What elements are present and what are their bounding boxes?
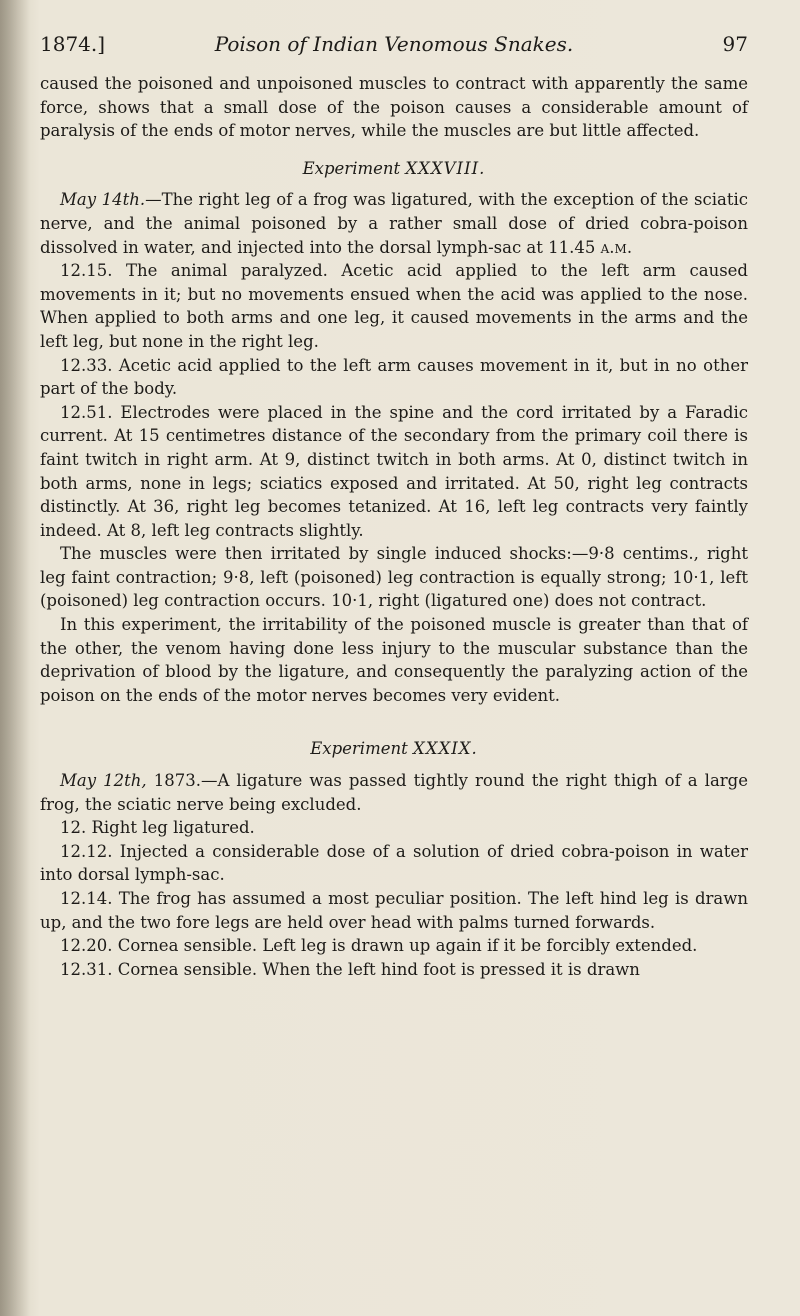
experiment-38-entry-1233: 12.33. Acetic acid applied to the left arm causes movement in it, but in no other part of the body. [40, 355, 748, 399]
experiment-38-heading-number: XXXVIII. [405, 158, 486, 178]
experiment-39-heading [40, 737, 748, 761]
experiment-39-heading-number: XXXIX. [413, 739, 478, 759]
experiment-38-conclusion: In this experiment, the irritability of the poisoned muscle is greater than that of the other, the venom having done less injury to the muscular substance than the deprivation of blood by the ligature, and consequently the paralyzing action of the poison on the ends of the motor nerves becomes very evident. [40, 615, 748, 705]
page-number: 97 [722, 32, 748, 56]
running-head-year: 1874.] [40, 32, 106, 56]
binding-shadow [0, 0, 30, 1316]
experiment-38-entry-1215: 12.15. The animal paralyzed. Acetic acid applied to the left arm caused movements in it; but no movements ensued when the acid was applied to the nose. When applied to both arms and one leg, it caused movements in the arms and the left leg, but none in the right leg. [40, 261, 748, 351]
experiment-39-date: May 12th, [60, 771, 147, 791]
experiment-38-heading [40, 157, 748, 181]
experiment-38-date: May 14th. [60, 190, 146, 210]
running-head-title: Poison of Indian Venomous Snakes. [214, 32, 574, 56]
running-head [40, 32, 748, 62]
experiment-38-date-rest: —The right leg of a frog was ligatured, with the exception of the sciatic nerve, and the animal poisoned by a rather small dose of dried cobra-poison dissolved in water, and injected into the dorsal lymph-sac at 11.45 [40, 190, 748, 257]
experiment-39-entry-12: 12. Right leg ligatured. [60, 818, 255, 838]
experiment-39-entry-1214: 12.14. The frog has assumed a most peculiar position. The left hind leg is drawn up, and the two fore legs are held over head with palms turned forwards. [40, 889, 748, 932]
experiment-38-entry-1251: 12.51. Electrodes were placed in the spine and the cord irritated by a Faradic current. At 15 centimetres distance of the secondary from the primary coil there is faint twitch in right arm. At 9, distinct twitch in both arms. At 0, distinct twitch in both arms, none in legs; sciatics exposed and irritated. At 50, right leg contracts distinctly. At 36, right leg becomes tetanized. At 16, left leg contracts very faintly indeed. At 8, left leg contracts slightly. [40, 402, 748, 540]
experiment-38-muscles: The muscles were then irritated by single induced shocks:—9·8 centims., right leg faint contraction; 9·8, left (poisoned) leg contraction is equally strong; 10·1, left (poisoned) leg contraction occurs. 10·1, right (ligatured one) does not contract. [40, 544, 748, 611]
body-text [40, 72, 748, 981]
experiment-38-heading-word: Experiment [302, 158, 401, 178]
experiment-38-time-suffix: a.m. [600, 237, 633, 257]
experiment-39-entry-1231: 12.31. Cornea sensible. When the left hind foot is pressed it is drawn [60, 959, 640, 979]
experiment-39-entry-1220: 12.20. Cornea sensible. Left leg is drawn up again if it be forcibly extended. [60, 936, 698, 956]
experiment-38-date-paragraph [40, 188, 748, 259]
experiment-39-date-rest: 1873.—A ligature was passed tightly round the right thigh of a large frog, the sciatic nerve being excluded. [40, 771, 748, 814]
experiment-39-date-paragraph [40, 769, 748, 816]
experiment-39-entry-1212: 12.12. Injected a considerable dose of a solution of dried cobra-poison in water into dorsal lymph-sac. [40, 841, 748, 885]
intro-paragraph: caused the poisoned and unpoisoned muscles to contract with apparently the same force, shows that a small dose of the poison causes a considerable amount of paralysis of the ends of motor nerves, while the muscles are but little affected. [40, 74, 748, 141]
experiment-39-heading-word: Experiment [310, 739, 408, 759]
